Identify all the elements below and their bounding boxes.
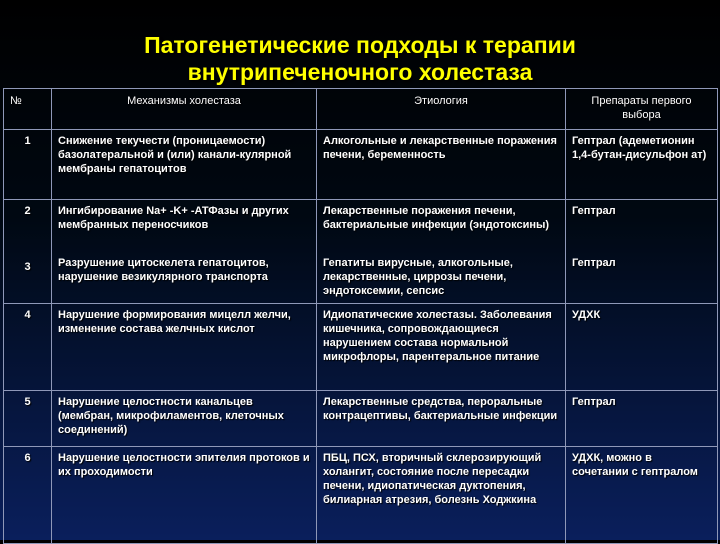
table-header-row: [4, 89, 718, 130]
row-number: 3: [24, 261, 31, 273]
table-row: [4, 304, 718, 391]
mechanism-cell: Нарушение формирования мицелл желчи, изменение состава желчных кислот: [52, 304, 317, 391]
etiology-cell: Лекарственные средства, пероральные контрацептивы, бактериальные инфекции: [317, 391, 566, 447]
header-drugs: Препараты первого выбора: [566, 89, 718, 130]
row-number: 2: [24, 205, 31, 217]
mechanism-cell: Нарушение целостности канальцев (мембран, микрофиламентов, клеточных соединений): [52, 391, 317, 447]
table-row: [4, 391, 718, 447]
row-number: 6: [4, 447, 52, 544]
etiology-cell: Идиопатические холестазы. Заболевания кишечника, сопровождающиеся нарушением состава нормальной микрофлоры, парентеральное питание: [317, 304, 566, 391]
row-number: 1: [4, 130, 52, 200]
cholestasis-therapy-table: [3, 88, 718, 544]
drugs-cell: [566, 200, 718, 304]
row-number: 4: [4, 304, 52, 391]
mechanism-cell: Нарушение целостности эпителия протоков и их проходимости: [52, 447, 317, 544]
table-row: [4, 447, 718, 544]
header-mechanism: Механизмы холестаза: [52, 89, 317, 130]
etiology-cell: [317, 200, 566, 304]
slide-title-line-2: внутрипеченочного холестаза: [187, 59, 533, 85]
mechanism-text: Разрушение цитоскелета гепатоцитов, нарушение везикулярного транспорта: [58, 257, 269, 283]
header-etiology: Этиология: [317, 89, 566, 130]
drugs-cell: Гептрал: [566, 391, 718, 447]
mechanism-cell: Снижение текучести (проницаемости) базолатеральной и (или) канали-кулярной мембраны гепатоцитов: [52, 130, 317, 200]
slide-title-line-1: Патогенетические подходы к терапии: [144, 32, 576, 58]
etiology-cell: ПБЦ, ПСХ, вторичный склерозирующий холангит, состояние после пересадки печени, идиопатическая дуктопения, билиарная атрезия, болезнь Ходжкина: [317, 447, 566, 544]
etiology-text: Лекарственные поражения печени, бактериальные инфекции (эндотоксины): [323, 205, 550, 231]
etiology-cell: Алкогольные и лекарственные поражения печени, беременность: [317, 130, 566, 200]
table-row: [4, 200, 718, 304]
slide-title: [0, 32, 720, 86]
row-number-pair: [4, 200, 52, 304]
drugs-text: Гептрал: [572, 205, 616, 217]
drugs-text: Гептрал: [572, 257, 616, 269]
mechanism-text: Ингибирование Na+ -K+ -АТФазы и других мембранных переносчиков: [58, 205, 289, 231]
header-number: №: [4, 89, 52, 130]
table-row: [4, 130, 718, 200]
drugs-cell: Гептрал (адеметионин 1,4-бутан-дисульфон ат): [566, 130, 718, 200]
drugs-cell: УДХК: [566, 304, 718, 391]
row-number: 5: [4, 391, 52, 447]
drugs-cell: УДХК, можно в сочетании с гептралом: [566, 447, 718, 544]
etiology-text: Гепатиты вирусные, алкогольные, лекарственные, циррозы печени, эндотоксемии, сепсис: [323, 257, 513, 297]
mechanism-cell: [52, 200, 317, 304]
